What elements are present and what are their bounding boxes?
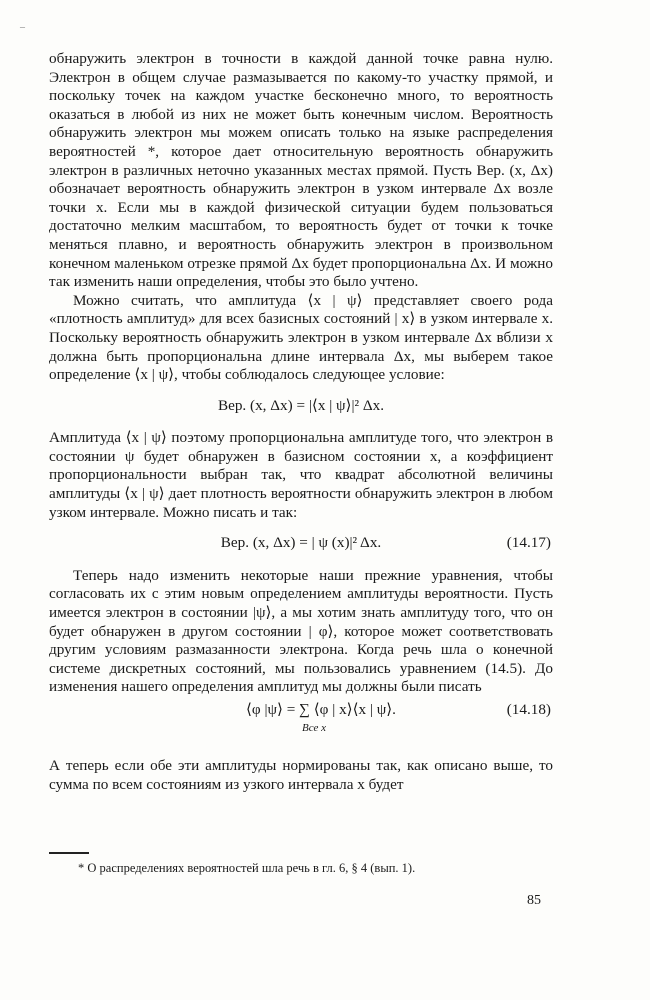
formula-probability — [49, 397, 553, 416]
formula-14-18-text: ⟨φ |ψ⟩ = ∑ ⟨φ | x⟩⟨x | ψ⟩. — [246, 701, 396, 718]
footnote-rule — [49, 852, 89, 854]
formula-14-17-text: Вер. (x, Δx) = | ψ (x)|² Δx. — [220, 534, 382, 552]
body-text — [49, 50, 553, 794]
sum-subscript: Все x — [302, 722, 326, 734]
paragraph-2: Можно считать, что амплитуда ⟨x | ψ⟩ представляет своего рода «плотность амплитуд» для всех базисных состояний | x⟩ в узком интервале x. Поскольку вероятность обнаружить электрон в узком интервале Δx вблизи x должна быть пропорциональна длине интервала Δx, мы выберем такое определение ⟨x | ψ⟩, чтобы соблюдалось следующее условие: — [49, 291, 553, 384]
paragraph-5: А теперь если обе эти амплитуды нормированы так, как описано выше, то сумма по всем состояниям из узкого интервала x будет — [49, 757, 553, 793]
corner-mark: – — [20, 22, 25, 33]
formula-14-17 — [49, 534, 553, 553]
footnote: * О распределениях вероятностей шла речь в гл. 6, § 4 (вып. 1). — [78, 861, 416, 875]
equation-number-14-17: (14.17) — [506, 534, 551, 552]
equation-number-14-18: (14.18) — [506, 701, 551, 718]
formula-probability-text: Вер. (x, Δx) = |⟨x | ψ⟩|² Δx. — [217, 396, 385, 414]
formula-14-18 — [49, 701, 553, 745]
paragraph-3: Амплитуда ⟨x | ψ⟩ поэтому пропорциональна амплитуде того, что электрон в состоянии ψ будет обнаружен в базисном состоянии x, а коэффициент пропорциональности выбран так, что квадрат абсолютной величины амплитуды ⟨x | ψ⟩ дает плотность вероятности обнаружить электрон в любом узком интервале. Можно писать и так: — [49, 429, 553, 521]
page-number: 85 — [527, 893, 541, 908]
paragraph-1: обнаружить электрон в точности в каждой данной точке равна нулю. Электрон в общем случае размазывается по какому-то участку прямой, и поскольку точек на каждом участке бесконечно много, то вероятность оказаться в любой из них не может быть конечным числом. Вероятность обнаружить электрон мы можем описать только на языке распределения вероятностей *, которое дает относительную вероятность обнаружить электрон в различных неточно указанных местах прямой. Пусть Вер. (x, Δx) обозначает вероятность обнаружить электрон в узком интервале Δx возле точки x. Если мы в каждой физической ситуации будем пользоваться достаточно мелким масштабом, то вероятность будет от точки к точке меняться плавно, и вероятность обнаружить электрон в произвольном конечном маленьком отрезке прямой Δx будет пропорциональна Δx. И можно так изменить наши определения, чтобы это было учтено. — [49, 50, 553, 291]
paragraph-4: Теперь надо изменить некоторые наши прежние уравнения, чтобы согласовать их с этим новым определением амплитуды вероятности. Пусть имеется электрон в состоянии |ψ⟩, а мы хотим знать амплитуду того, что он будет обнаружен в другом состоянии | φ⟩, которое может соответствовать другим условиям размазанности электрона. Когда речь шла о конечной системе дискретных состояний, мы пользовались уравнением (14.5). До изменения нашего определения амплитуд мы должны были писать — [49, 566, 553, 696]
